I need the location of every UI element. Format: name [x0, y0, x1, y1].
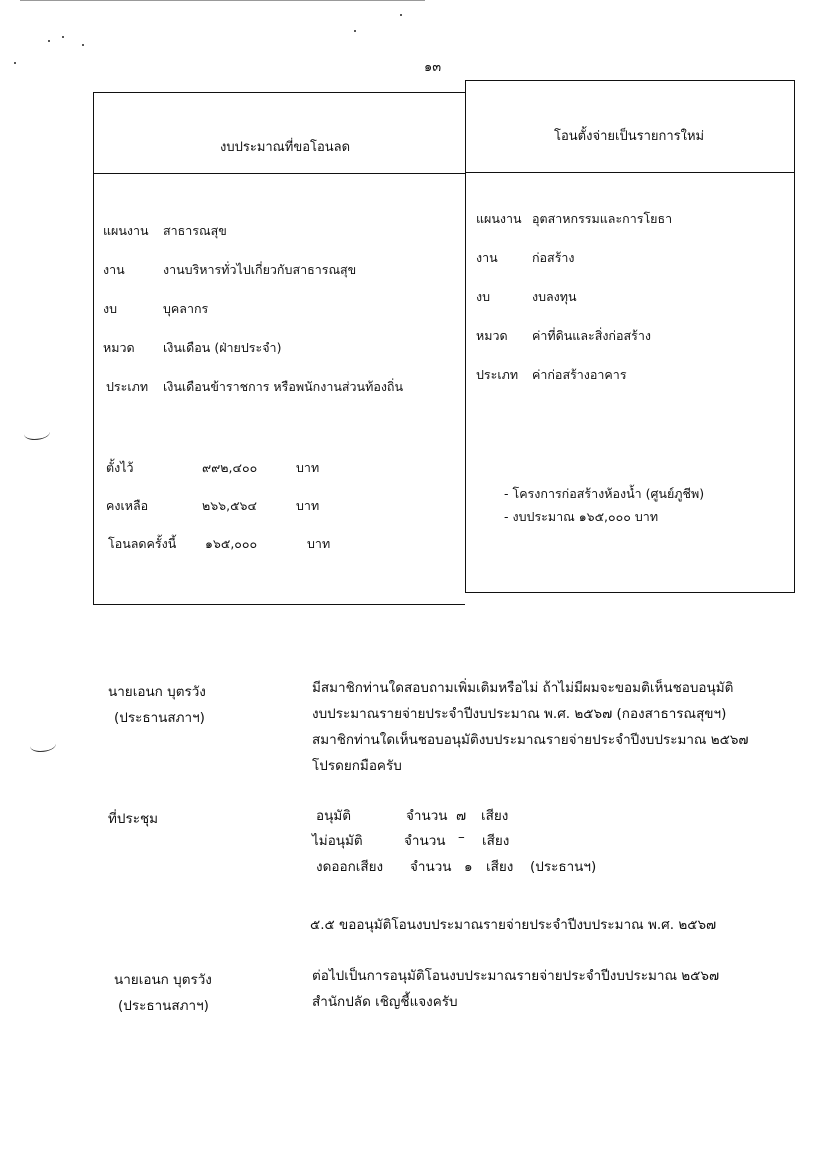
scan-speck	[14, 62, 16, 64]
meeting-label: ที่ประชุม	[108, 811, 159, 827]
budget-label: งบ	[476, 289, 491, 304]
category-label: หมวด	[476, 328, 508, 343]
category-label: หมวด	[103, 340, 135, 355]
budget-label: งบ	[103, 301, 118, 316]
margin-mark	[30, 738, 56, 752]
budget-value: งบลงทุน	[531, 289, 577, 304]
speech-line: งบประมาณรายจ่ายประจำปีงบประมาณ พ.ศ. ๒๕๖๗ (กองสาธารณสุขฯ)	[312, 706, 727, 722]
work-value: งานบริหารทั่วไปเกี่ยวกับสาธารณสุข	[162, 262, 357, 277]
work-row	[476, 248, 575, 268]
header-divider	[94, 173, 465, 174]
vote-approve-unit: เสียง	[481, 808, 509, 824]
header-divider	[466, 172, 794, 173]
speech-line: มีสมาชิกท่านใดสอบถามเพิ่มเติมหรือไม่ ถ้าไม่มีผมจะขอมติเห็นชอบอนุมัติ	[312, 680, 734, 696]
plan-value: สาธารณสุข	[162, 223, 227, 238]
scan-speck	[400, 14, 402, 16]
transfer-from-column	[93, 92, 465, 605]
scan-speck	[82, 44, 84, 46]
margin-mark	[24, 426, 50, 440]
speech-line: สมาชิกท่านใดเห็นชอบอนุมัติงบประมาณรายจ่ายประจำปีงบประมาณ ๒๕๖๗	[312, 732, 749, 748]
transfer-label: โอนลดครั้งนี้	[108, 536, 177, 551]
budget-row	[103, 299, 208, 319]
vote-reject-count-label: จำนวน	[404, 833, 446, 849]
budget-row	[476, 287, 577, 307]
category-value: ค่าที่ดินและสิ่งก่อสร้าง	[531, 328, 651, 343]
remain-amount: ๒๖๖,๕๖๔	[202, 498, 257, 513]
transfer-from-title: งบประมาณที่ขอโอนลด	[220, 140, 351, 155]
set-label: ตั้งไว้	[106, 460, 134, 475]
budget-transfer-table	[93, 80, 795, 605]
vote-abstain-label: งดออกเสียง	[316, 859, 384, 875]
remain-label: คงเหลือ	[106, 498, 149, 513]
speech-line: โปรดยกมือครับ	[312, 758, 402, 774]
set-amount: ๙๙๒,๔๐๐	[202, 460, 258, 475]
page-number: ๑๓	[424, 60, 442, 75]
remain-unit: บาท	[296, 498, 320, 513]
speaker-name: นายเอนก บุตรวัง	[114, 972, 212, 988]
speaker-role: (ประธานสภาฯ)	[118, 998, 209, 1014]
category-row	[103, 338, 281, 358]
section-heading: ๕.๕ ขออนุมัติโอนงบประมาณรายจ่ายประจำปีงบประมาณ พ.ศ. ๒๕๖๗	[310, 917, 717, 933]
transfer-unit: บาท	[307, 536, 331, 551]
scan-speck	[62, 36, 64, 38]
category-row	[476, 326, 651, 346]
scan-edge-line	[20, 0, 425, 1]
vote-abstain-unit: เสียง	[486, 859, 514, 875]
scan-speck	[48, 40, 50, 42]
transfer-to-column	[465, 80, 795, 593]
project-bullet: - โครงการก่อสร้างห้องน้ำ (ศูนย์ภูชีพ)	[504, 486, 705, 501]
vote-reject-label: ไม่อนุมัติ	[312, 833, 363, 849]
type-row	[106, 377, 403, 397]
work-label: งาน	[476, 250, 498, 265]
work-label: งาน	[103, 262, 125, 277]
type-row	[476, 365, 627, 385]
budget-bullet: - งบประมาณ ๑๖๕,๐๐๐ บาท	[504, 509, 659, 524]
type-label: ประเภท	[476, 367, 519, 382]
type-value: ค่าก่อสร้างอาคาร	[531, 367, 627, 382]
category-value: เงินเดือน (ฝ่ายประจำ)	[162, 340, 282, 355]
plan-row	[476, 209, 672, 229]
vote-approve-count-label: จำนวน	[406, 808, 448, 824]
vote-abstain-count-label: จำนวน	[410, 859, 452, 875]
vote-reject-unit: เสียง	[482, 833, 510, 849]
plan-label: แผนงาน	[476, 211, 522, 226]
speech-line: ต่อไปเป็นการอนุมัติโอนงบประมาณรายจ่ายประจำปีงบประมาณ ๒๕๖๗	[312, 968, 720, 984]
work-row	[103, 260, 356, 280]
vote-approve-count: ๗	[456, 808, 467, 824]
type-value: เงินเดือนข้าราชการ หรือพนักงานส่วนท้องถิ่น	[162, 379, 404, 394]
budget-value: บุคลากร	[162, 301, 209, 316]
speaker-role: (ประธานสภาฯ)	[114, 710, 205, 726]
vote-approve-label: อนุมัติ	[316, 808, 352, 824]
plan-label: แผนงาน	[103, 223, 149, 238]
transfer-amount: ๑๖๕,๐๐๐	[205, 536, 258, 551]
transfer-to-title: โอนตั้งจ่ายเป็นรายการใหม่	[554, 129, 705, 144]
vote-reject-count: –	[458, 829, 465, 845]
speech-line: สำนักปลัด เชิญชี้แจงครับ	[312, 994, 458, 1010]
vote-abstain-count: ๑	[464, 859, 473, 875]
scan-speck	[354, 30, 356, 32]
vote-abstain-note: (ประธานฯ)	[530, 859, 597, 875]
type-label: ประเภท	[106, 379, 149, 394]
speaker-name: นายเอนก บุตรวัง	[108, 684, 206, 700]
set-unit: บาท	[296, 460, 320, 475]
plan-row	[103, 221, 227, 241]
work-value: ก่อสร้าง	[531, 250, 575, 265]
plan-value: อุตสาหกรรมและการโยธา	[531, 211, 673, 226]
